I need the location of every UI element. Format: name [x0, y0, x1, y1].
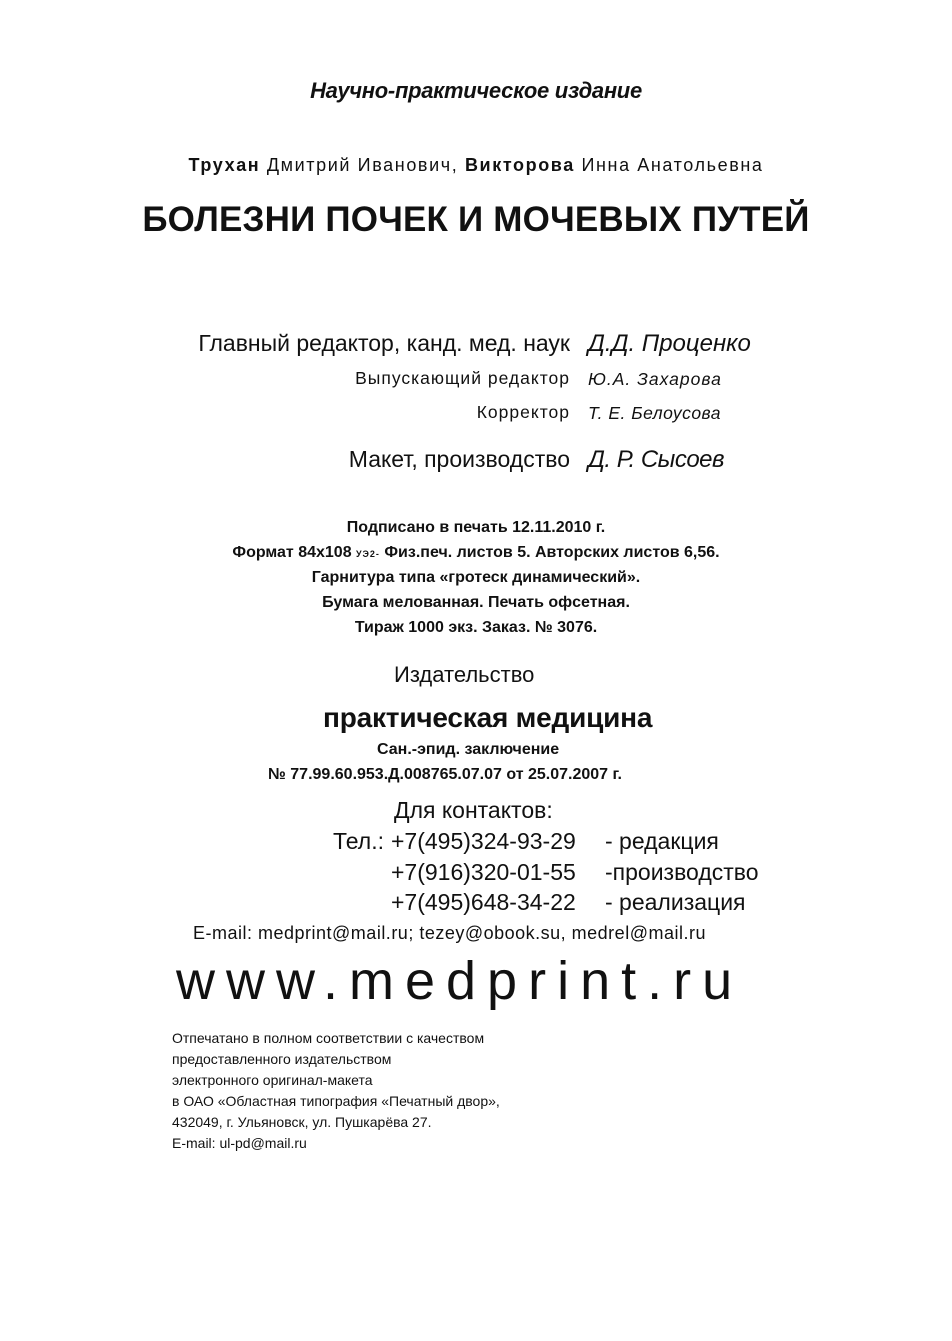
credit-role-layout: Макет, производство	[348, 446, 570, 472]
printer-line: 432049, г. Ульяновск, ул. Пушкарёва 27.	[172, 1114, 432, 1130]
printer-line: предоставленного издательством	[172, 1051, 392, 1067]
imprint-run: Тираж 1000 экз. Заказ. № 3076.	[354, 619, 598, 636]
credit-role-proofreader: Корректор	[476, 402, 570, 422]
imprint-format	[0, 544, 952, 562]
imprint-signed: Подписано в печать 12.11.2010 г.	[346, 519, 606, 536]
printer-email: E-mail: ul-pd@mail.ru	[172, 1135, 307, 1151]
credit-role-managing-editor: Выпускающий редактор	[355, 368, 570, 388]
edition-type-heading: Научно-практическое издание	[310, 78, 642, 103]
contact-email: E-mail: medprint@mail.ru; tezey@obook.su, medrel@mail.ru	[193, 923, 706, 943]
phone-label: Тел.:	[333, 828, 384, 854]
author2-surname: Викторова	[464, 155, 575, 175]
authors-line	[0, 155, 952, 176]
imprint-typeface: Гарнитура типа «гротеск динамический».	[311, 569, 641, 586]
phone-number-editorial: +7(495)324-93-29	[391, 828, 576, 854]
phone-number-sales: +7(495)648-34-22	[391, 889, 576, 915]
imprint-format-small: УЭ2-	[356, 549, 380, 559]
publisher-name: практическая медицина	[323, 702, 653, 733]
credit-name-proofreader: Т. Е. Белоусова	[588, 403, 722, 423]
phone-desc-production: -производство	[605, 859, 759, 885]
phone-desc-editorial: - редакция	[605, 828, 719, 854]
website-url: www.medprint.ru	[176, 951, 744, 1011]
sanitary-cert-line1: Сан.-эпид. заключение	[377, 741, 560, 758]
credit-name-managing-editor: Ю.А. Захарова	[588, 369, 722, 389]
credit-name-layout: Д. Р. Сысоев	[588, 446, 725, 473]
author1-surname: Трухан	[188, 155, 261, 175]
publisher-label: Издательство	[394, 662, 535, 687]
phone-number-production: +7(916)320-01-55	[391, 859, 576, 885]
book-title: БОЛЕЗНИ ПОЧЕК И МОЧЕВЫХ ПУТЕЙ	[142, 200, 810, 239]
printer-line: электронного оригинал-макета	[172, 1072, 373, 1088]
author1-name: Дмитрий Иванович,	[266, 155, 459, 175]
contacts-label: Для контактов:	[394, 797, 553, 823]
phone-desc-sales: - реализация	[605, 889, 746, 915]
sanitary-cert-line2: № 77.99.60.953.Д.008765.07.07 от 25.07.2007 г.	[268, 766, 622, 783]
imprint-format-size: Формат 84х108	[232, 544, 352, 561]
credit-name-chief-editor: Д.Д. Проценко	[588, 330, 751, 357]
credit-role-chief-editor: Главный редактор, канд. мед. наук	[198, 330, 570, 356]
author2-name: Инна Анатольевна	[581, 155, 764, 175]
printer-line: Отпечатано в полном соответствии с качеством	[172, 1030, 485, 1046]
imprint-format-sheets: Физ.печ. листов 5. Авторских листов 6,56.	[384, 544, 720, 561]
printer-line: в ОАО «Областная типография «Печатный двор»,	[172, 1093, 500, 1109]
imprint-paper: Бумага мелованная. Печать офсетная.	[322, 594, 630, 611]
